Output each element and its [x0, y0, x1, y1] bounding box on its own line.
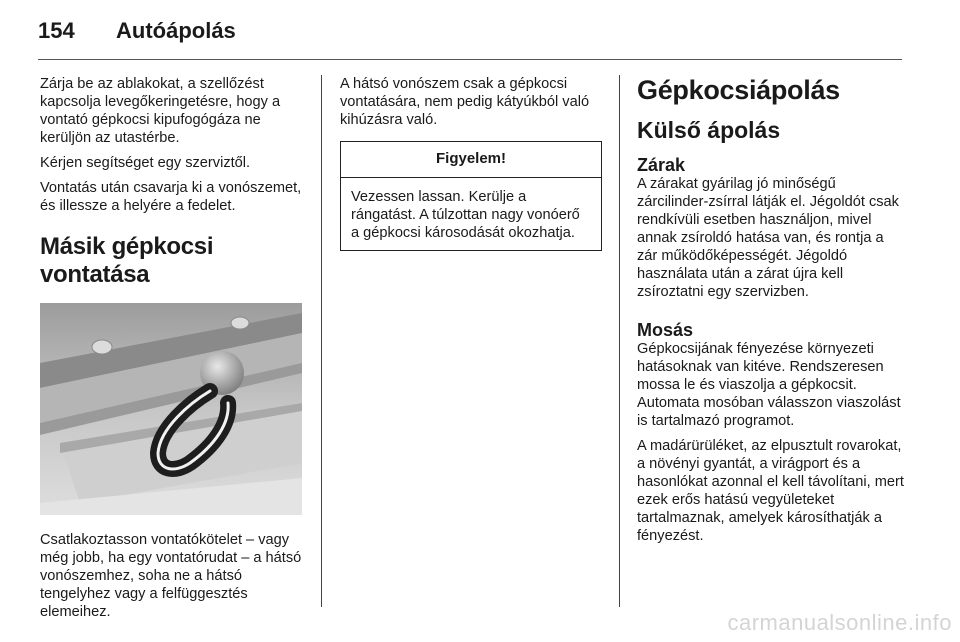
section-title-exterior-care: Külső ápolás [637, 117, 781, 143]
watermark: carmanualsonline.info [727, 610, 952, 635]
section-heading-towing-other: Másik gépkocsi vontatása [40, 233, 214, 288]
page-title: Autóápolás [116, 18, 236, 43]
caption-towing-rope: Csatlakoztasson vontatókötelet – vagy még jobb, ha egy vontatórudat – a hátsó vonószemhez, soha ne a hátsó tengelyhez vagy a felfüggesztés elemeihez. [40, 532, 302, 620]
warning-title: Figyelem! [341, 142, 601, 178]
page-header [38, 18, 236, 48]
column-1 [40, 75, 306, 628]
subheading-washing: Mosás [637, 320, 694, 340]
warning-box [340, 141, 602, 251]
paragraph-locks: A zárakat gyárilag jó minőségű zárcilinder-zsírral látják el. Jégoldót csak rendkívüli esetben használjon, mivel annak zsíroldó hatása van, és rontja a zár működőképességét. Jégoldó használata után a zárat újra kell zsíroztatni egy szervizben. [637, 176, 899, 300]
paragraph-after-towing: Vontatás után csavarja ki a vonószemet, és illessze a helyére a fedelet. [40, 180, 302, 214]
header-rule [38, 59, 902, 60]
subheading-locks: Zárak [637, 155, 686, 175]
paragraph-close-windows: Zárja be az ablakokat, a szellőzést kapcsolja levegőkeringetésre, hogy a vontató gépkocsi kipufogógáza ne kerüljön az utastérbe. [40, 76, 281, 146]
paragraph-washing-2: A madárürüléket, az elpusztult rovarokat, a növényi gyantát, a virágport és a hasonlókat azonnal el kell távolítani, mert ezek erős hatású vegyületeket tartalmaznak, amelyek károsíthatják a fényezést. [637, 438, 904, 544]
column-3 [637, 75, 905, 552]
towing-eye-photo [40, 303, 302, 515]
paragraph-washing-1: Gépkocsijának fényezése környezeti hatásoknak van kitéve. Rendszeresen mossa le és viaszolja a gépkocsit. Automata mosóban válasszon viaszolást is tartalmazó programot. [637, 341, 901, 429]
paragraph-service-help: Kérjen segítséget egy szerviztől. [40, 155, 251, 171]
column-2 [340, 75, 602, 251]
warning-text: Vezessen lassan. Kerülje a rángatást. A túlzottan nagy vonóerő a gépkocsi károsodását okozhatja. [351, 189, 580, 241]
column-divider-2 [619, 75, 620, 607]
chapter-title: Gépkocsiápolás [637, 75, 840, 105]
page-number: 154 [38, 18, 75, 43]
column-divider-1 [321, 75, 322, 607]
paragraph-rear-eye: A hátsó vonószem csak a gépkocsi vontatására, nem pedig kátyúkból való kihúzásra való. [340, 76, 590, 128]
